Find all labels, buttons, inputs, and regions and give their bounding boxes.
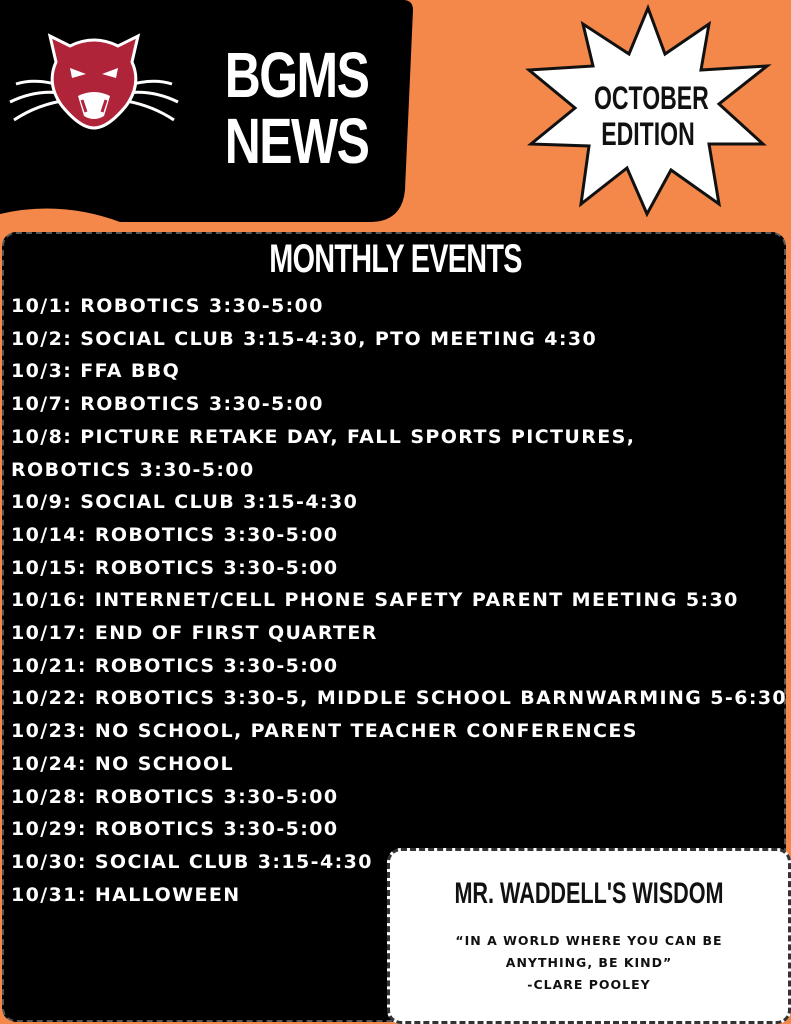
event-item: 10/8: PICTURE RETAKE DAY, FALL SPORTS PICTURES, xyxy=(11,425,636,448)
event-item: 10/28: ROBOTICS 3:30-5:00 xyxy=(11,785,339,808)
wisdom-quote xyxy=(397,930,781,996)
event-item: 10/1: ROBOTICS 3:30-5:00 xyxy=(11,295,324,317)
event-item: 10/9: SOCIAL CLUB 3:15-4:30 xyxy=(11,491,359,514)
quote-line-2: ANYTHING, BE KIND” xyxy=(505,955,673,970)
event-item: 10/21: ROBOTICS 3:30-5:00 xyxy=(11,654,339,677)
event-item: 10/14: ROBOTICS 3:30-5:00 xyxy=(11,523,339,546)
event-item: ROBOTICS 3:30-5:00 xyxy=(11,458,255,481)
newsletter-title xyxy=(224,39,369,177)
event-item: 10/3: FFA BBQ xyxy=(11,360,181,383)
title-line-1: BGMS xyxy=(224,39,369,111)
badge-line-2: EDITION xyxy=(601,116,695,152)
event-item: 10/23: NO SCHOOL, PARENT TEACHER CONFERENCES xyxy=(11,720,638,743)
event-item: 10/31: HALLOWEEN xyxy=(11,883,241,906)
edition-badge-text xyxy=(594,80,709,152)
event-item: 10/16: INTERNET/CELL PHONE SAFETY PARENT MEETING 5:30 xyxy=(11,589,739,612)
event-item: 10/29: ROBOTICS 3:30-5:00 xyxy=(11,818,339,841)
event-item: 10/7: ROBOTICS 3:30-5:00 xyxy=(11,393,324,416)
event-item: 10/15: ROBOTICS 3:30-5:00 xyxy=(11,556,339,579)
quote-author: -CLARE POOLEY xyxy=(527,977,651,992)
events-title: MONTHLY EVENTS xyxy=(269,237,522,281)
event-item: 10/2: SOCIAL CLUB 3:15-4:30, PTO MEETING 4:30 xyxy=(11,327,598,350)
event-item: 10/22: ROBOTICS 3:30-5, MIDDLE SCHOOL BARNWARMING 5-6:30 xyxy=(11,687,788,710)
badge-line-1: OCTOBER xyxy=(594,80,709,116)
event-item: 10/30: SOCIAL CLUB 3:15-4:30 xyxy=(11,850,373,873)
title-line-2: NEWS xyxy=(224,105,369,177)
events-list xyxy=(11,290,787,911)
event-item: 10/24: NO SCHOOL xyxy=(11,752,235,775)
quote-line-1: “IN A WORLD WHERE YOU CAN BE xyxy=(455,933,723,948)
event-item: 10/17: END OF FIRST QUARTER xyxy=(11,622,378,645)
wildcat-logo-icon xyxy=(8,22,180,132)
wisdom-title: MR. WADDELL'S WISDOM xyxy=(454,877,724,910)
